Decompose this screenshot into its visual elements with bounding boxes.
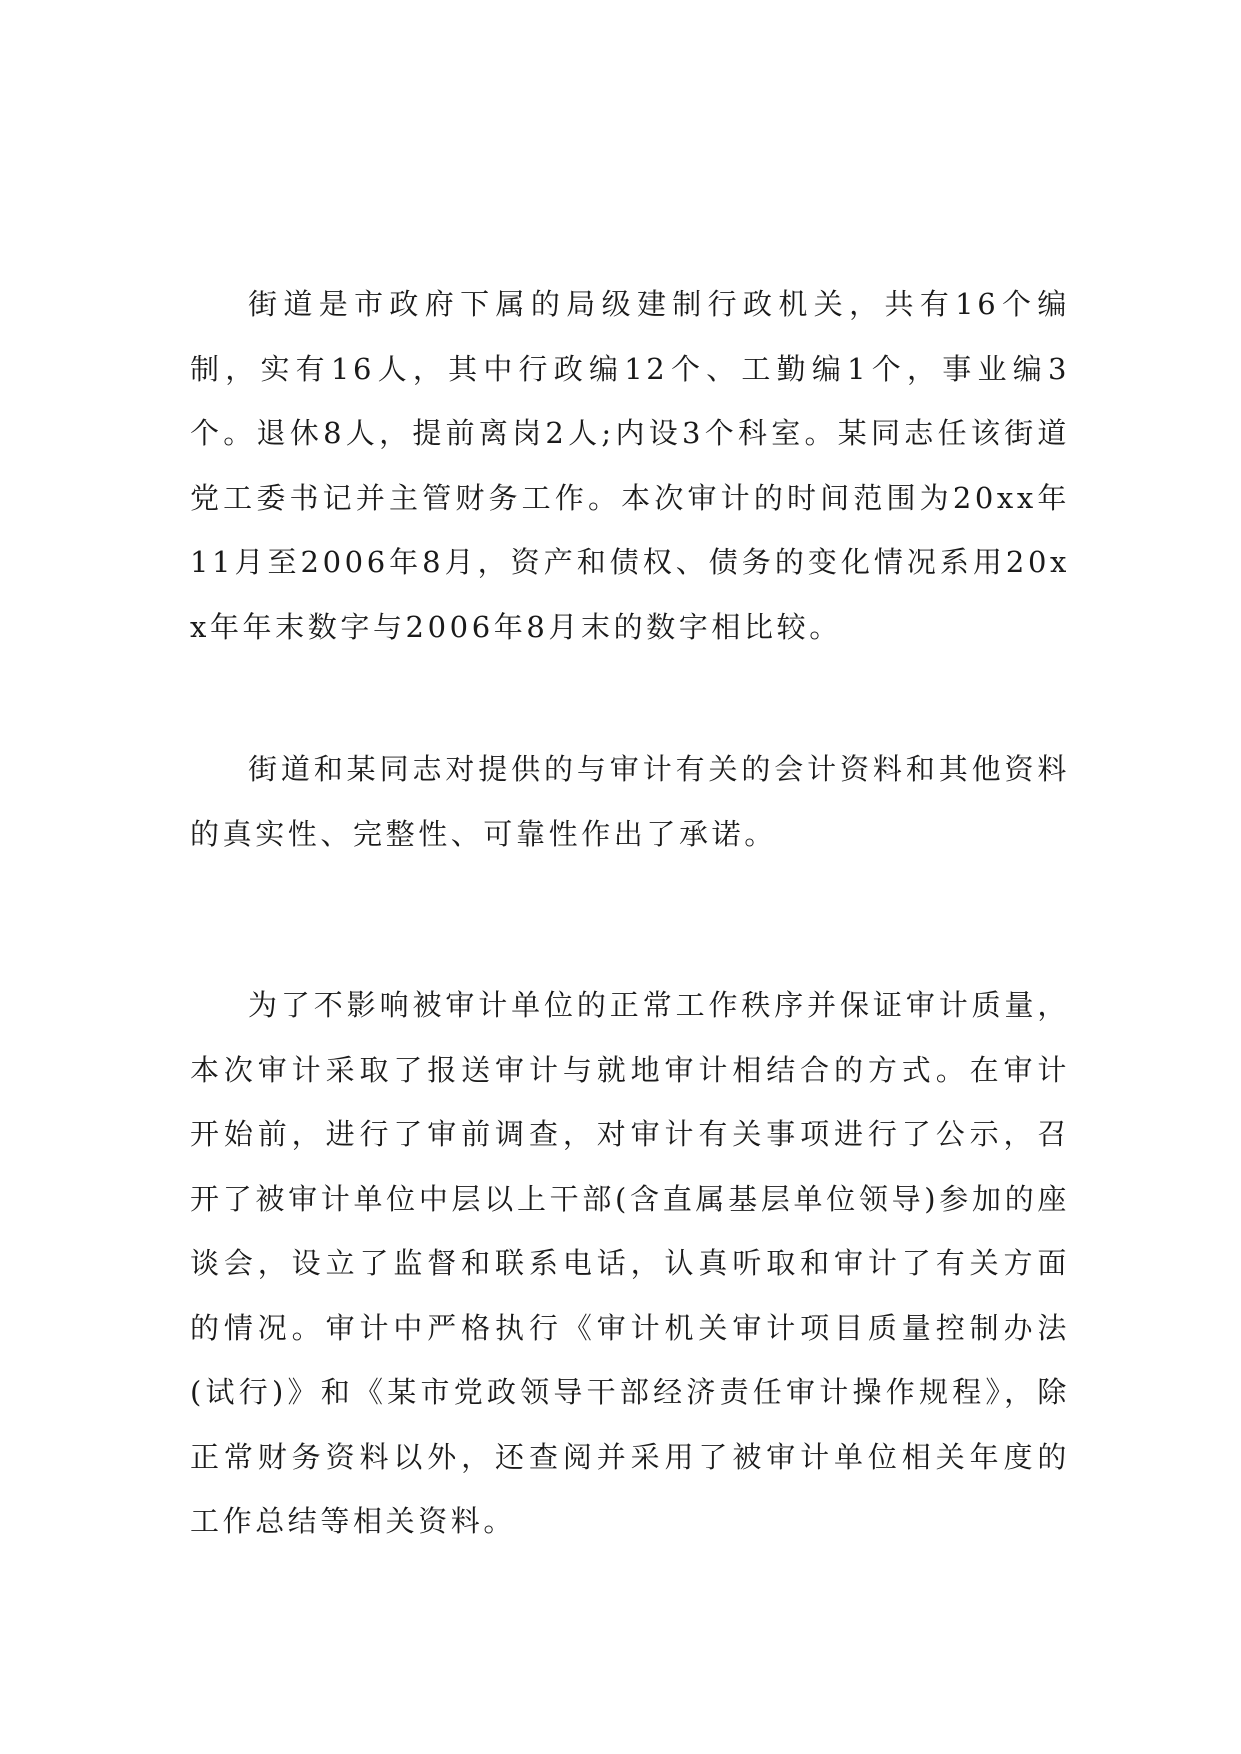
paragraph-audit-method: 为了不影响被审计单位的正常工作秩序并保证审计质量，本次审计采取了报送审计与就地审计相结合的方式。在审计开始前，进行了审前调查，对审计有关事项进行了公示，召开了被审计单位中层以上干部(含直属基层单位领导)参加的座谈会，设立了监督和联系电话，认真听取和审计了有关方面的情况。审计中严格执行《审计机关审计项目质量控制办法(试行)》和《某市党政领导干部经济责任审计操作规程》，除正常财务资料以外，还查阅并采用了被审计单位相关年度的工作总结等相关资料。	[190, 988, 1070, 1538]
paragraph-commitment-statement: 街道和某同志对提供的与审计有关的会计资料和其他资料的真实性、完整性、可靠性作出了承诺。	[190, 752, 1070, 851]
paragraph-organization-overview: 街道是市政府下属的局级建制行政机关，共有16个编制，实有16人，其中行政编12个、工勤编1个，事业编3个。退休8人，提前离岗2人;内设3个科室。某同志任该街道党工委书记并主管财务工作。本次审计的时间范围为20xx年11月至2006年8月，资产和债权、债务的变化情况系用20xx年年末数字与2006年8月末的数字相比较。	[190, 287, 1070, 644]
